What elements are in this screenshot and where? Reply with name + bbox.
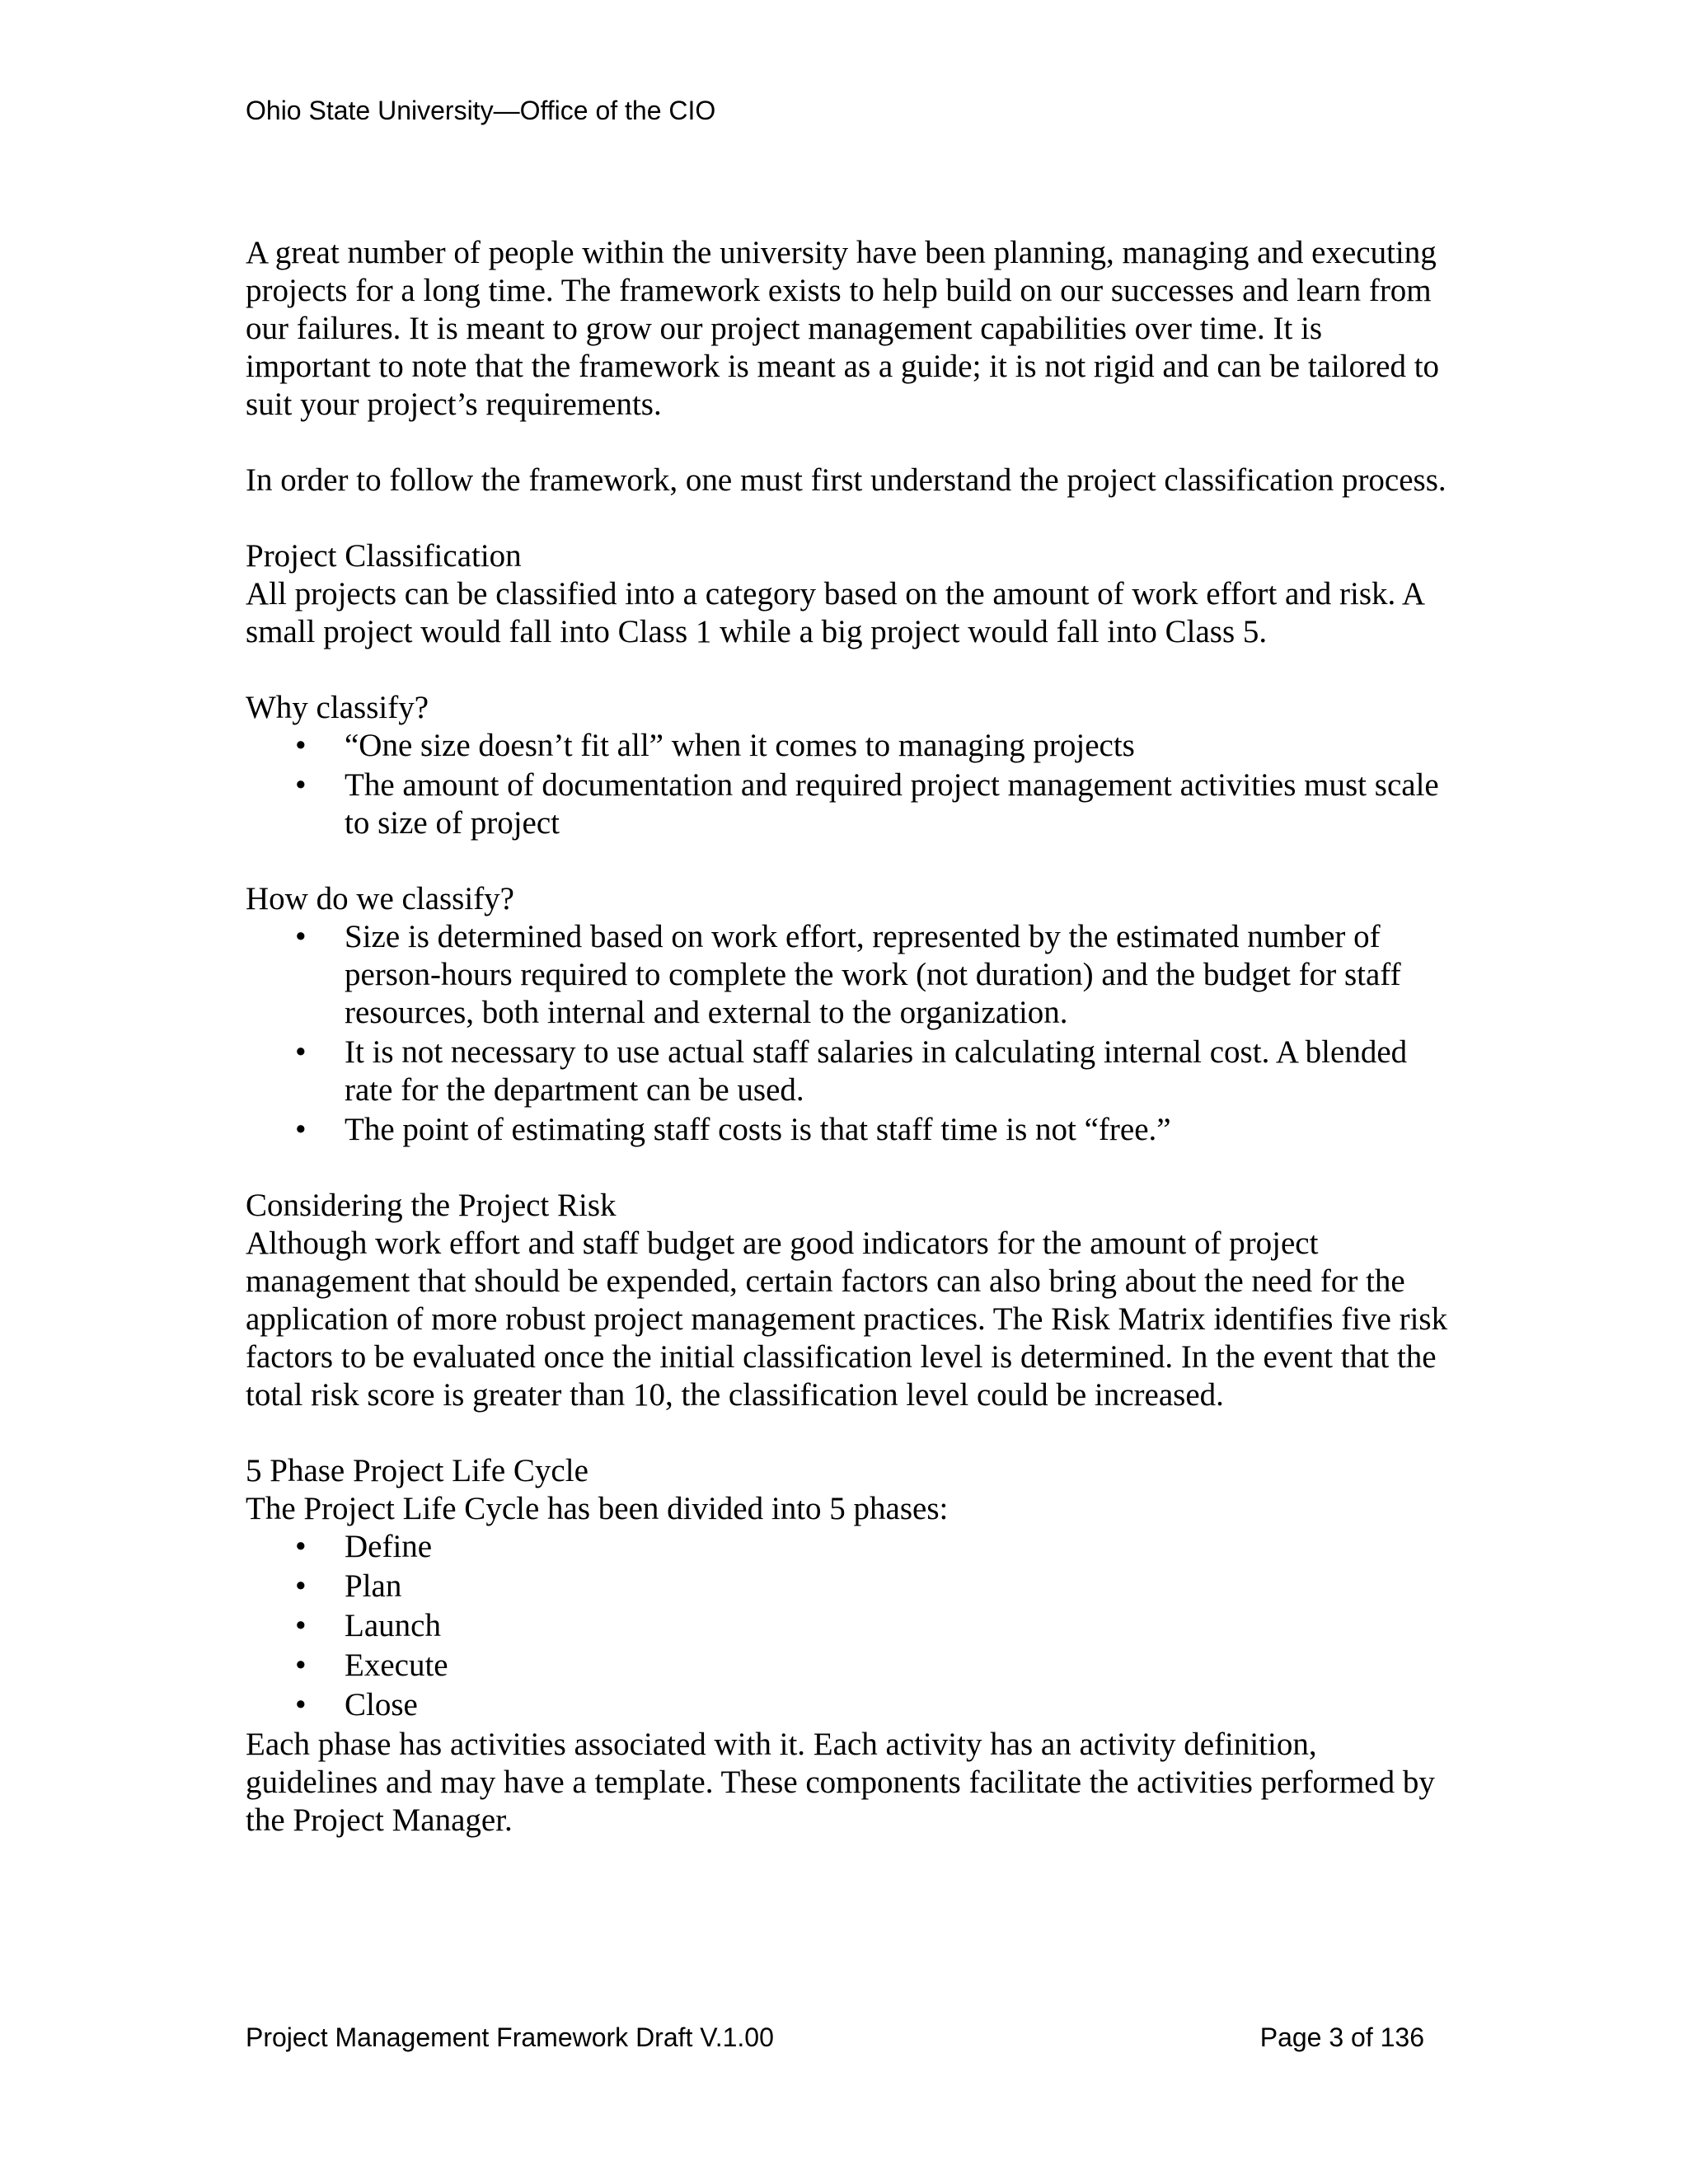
classification-heading: Project Classification	[246, 538, 522, 574]
phase-execute: Execute	[345, 1647, 448, 1683]
list-item	[246, 1033, 1449, 1109]
bullet-icon: •	[295, 1687, 307, 1722]
bullet-icon: •	[295, 1608, 307, 1643]
bullet-icon: •	[295, 919, 307, 954]
why-classify-list	[246, 727, 1449, 842]
list-item-text: Size is determined based on work effort, represented by the estimated number of person-hours required to complete the work (not duration) and the budget for staff resources, both internal and external to the organization.	[345, 919, 1401, 1030]
order-paragraph: In order to follow the framework, one must first understand the project classification process.	[246, 462, 1447, 498]
bullet-icon: •	[295, 728, 307, 763]
page-header: Ohio State University—Office of the CIO	[246, 96, 716, 125]
list-item	[246, 1528, 1449, 1566]
why-classify-heading: Why classify?	[246, 690, 429, 725]
classification-text: All projects can be classified into a category based on the amount of work effort and risk. A small project would fall into Class 1 while a big project would fall into Class 5.	[246, 576, 1423, 649]
phase-define: Define	[345, 1529, 433, 1564]
how-classify-list	[246, 918, 1449, 1149]
list-item-text: The amount of documentation and required project management activities must scale to size of project	[345, 767, 1439, 841]
list-item	[246, 1647, 1449, 1685]
list-item	[246, 1607, 1449, 1645]
list-item	[246, 766, 1449, 842]
lifecycle-closing: Each phase has activities associated with it. Each activity has an activity definition, guidelines and may have a template. These components facilitate the activities performed by the Project Manager.	[246, 1727, 1435, 1838]
list-item	[246, 918, 1449, 1032]
lifecycle-intro: The Project Life Cycle has been divided into 5 phases:	[246, 1491, 949, 1526]
document-body	[246, 234, 1449, 1840]
list-item-text: It is not necessary to use actual staff salaries in calculating internal cost. A blended rate for the department can be used.	[345, 1034, 1408, 1108]
list-item	[246, 1568, 1449, 1605]
list-item-text: “One size doesn’t fit all” when it comes to managing projects	[345, 728, 1135, 763]
list-item	[246, 727, 1449, 765]
list-item	[246, 1686, 1449, 1724]
risk-heading: Considering the Project Risk	[246, 1188, 617, 1223]
intro-paragraph: A great number of people within the university have been planning, managing and executing projects for a long time. The framework exists to help build on our successes and learn from our failures. It is meant to grow our project management capabilities over time. It is important to note that the framework is meant as a guide; it is not rigid and can be tailored to suit your project’s requirements.	[246, 235, 1440, 422]
phase-launch: Launch	[345, 1608, 441, 1643]
bullet-icon: •	[295, 1034, 307, 1070]
list-item	[246, 1111, 1449, 1149]
risk-text: Although work effort and staff budget are good indicators for the amount of project management that should be expended, certain factors can also bring about the need for the application of more robust project management practices. The Risk Matrix identifies five risk factors to be evaluated once the initial classification level is determined. In the event that the total risk score is greater than 10, the classification level could be increased.	[246, 1226, 1448, 1413]
lifecycle-heading: 5 Phase Project Life Cycle	[246, 1453, 588, 1488]
phase-list	[246, 1528, 1449, 1724]
how-classify-heading: How do we classify?	[246, 881, 514, 916]
bullet-icon: •	[295, 1529, 307, 1564]
bullet-icon: •	[295, 1568, 307, 1604]
footer-page-number: Page 3 of 136	[1259, 2022, 1424, 2052]
footer-document-title: Project Management Framework Draft V.1.00	[246, 2022, 774, 2052]
bullet-icon: •	[295, 767, 307, 803]
bullet-icon: •	[295, 1647, 307, 1683]
phase-close: Close	[345, 1687, 418, 1722]
phase-plan: Plan	[345, 1568, 402, 1604]
list-item-text: The point of estimating staff costs is that staff time is not “free.”	[345, 1112, 1171, 1147]
bullet-icon: •	[295, 1112, 307, 1147]
